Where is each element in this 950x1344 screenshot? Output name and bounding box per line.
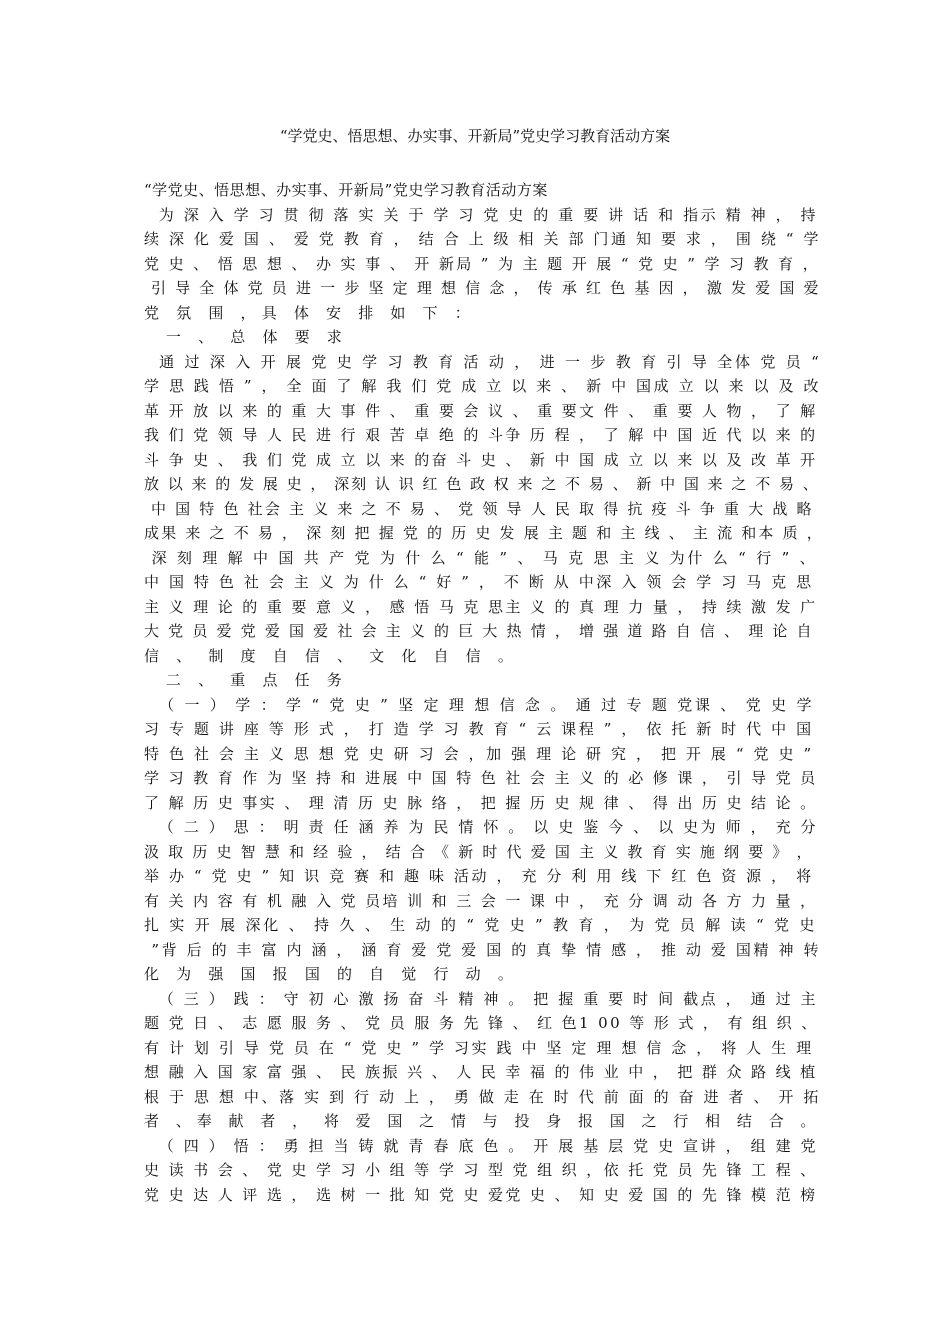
body-text-line: 史 读 书 会 、 党 史 学 习 小 组 等 学 习 型 党 组 织 ，依 托 党 员 先 锋 工 程 、: [144, 1161, 818, 1179]
document-title: “学党史、悟思想、办实事、开新局”党史学习教育活动方案: [279, 127, 671, 145]
body-text-line: 学 思 践 悟 ” ， 全 面 了 解 我 们 党 成 立 以 来 、 新 中 国成 立 以 来 以 及 改: [144, 377, 822, 395]
body-text-line: 一 、 总 体 要 求: [144, 328, 348, 346]
body-text-line: 中 国 特 色 社 会 主 义 为 什 么 “ 好 ” ， 不 断 从 中深 入 领 会 学 习 马 克 思: [144, 573, 814, 591]
body-text-line: 大 党 员 爱 党 爱 国 爱 社 会 主 义 的 巨 大 热 情 ， 增 强 道 路 自 信 、 理 论 自: [144, 622, 814, 640]
body-text-line: 者 、奉 献 者 ， 将 爱 国 之 情 与 投 身 报 国 之 行 相 结 合 。: [144, 1112, 822, 1130]
body-text-line: 习 专 题 讲 座 等 形 式 ， 打 造 学 习 教 育 “ 云 课程 ” ， 依 托 新 时 代 中 国: [144, 720, 814, 738]
body-text-line: 学 习 教 育 作 为 坚 持 和 进展 中 国 特 色 社 会 主 义 的 必 修 课 ， 引 导 党 员: [144, 769, 818, 787]
body-text-line: 通 过 深 入 开 展 党 史 学 习 教 育 活 动 ， 进 一 步 教 育 引 导 全体 党 员 “: [144, 352, 822, 371]
body-text-line: 党 氛 围 ，具 体 安 排 如 下 ：: [144, 303, 476, 322]
body-text-line: 续 深 化 爱 国 、 爱 党 教 育 ， 结 合 上 级 相 关 部 门通 知 要 求 ， 围 绕 “ 学: [144, 230, 822, 248]
body-text-line: 化 为 强 国 报 国 的 自 觉 行 动 。: [144, 965, 520, 983]
body-text-line: 信 、 制 度 自 信 、 文 化 自 信 。: [144, 646, 520, 665]
body-text-line: 想 融 入 国 家 富 强 、 民 族振 兴 、 人 民 幸 福 的 伟 业 中 ， 把 群 众 路 线 植: [144, 1063, 818, 1081]
body-text-line: 汲 取 历 史 智 慧 和 经 验 ， 结 合 《 新 时 代 爱 国 主 义 教 育 实 施 纲 要 》 ，: [144, 842, 814, 861]
body-text-line: 党 史 达 人 评 选 ， 选 树 一 批 知 党 史 爱党 史 、 知 史 爱 国 的 先 锋 模 范 榜: [144, 1185, 818, 1204]
body-text-line: 我 们 党 领 导 人 民 进 行 艰 苦 卓 绝 的 斗争 历 程 ， 了 解 中 国 近 代 以 来 的: [144, 426, 818, 444]
body-text-line: 有 计 划 引 导 党 员 在 “ 党 史 ” 学 习实 践 中 坚 定 理 想 信 念 ， 将 人 生 理: [144, 1038, 814, 1057]
body-text-line: 斗 争 史 、 我 们 党 成 立 以 来 的奋 斗 史 、 新 中 国 成 立 以 来 以 及 改 革 开: [144, 450, 818, 469]
body-text-line: 主 义 理 论 的 重 要 意 义 ， 感 悟 马 克 思主 义 的 真 理 力 量 ， 持 续 激 发 广: [144, 597, 818, 616]
body-text-line: 二 、 重 点 任 务: [144, 671, 348, 689]
document-body: [144, 178, 824, 1207]
body-text-line: 党 史 、 悟 思 想 、 办 实 事 、 开 新局 ” 为 主 题 开 展 “ 党 史 ” 学 习 教 育 ，: [144, 254, 821, 273]
body-text-line: 引 导 全 体 党 员 进 一 步 坚 定 理 想 信 念 ， 传 承 红 色 基 因 ， 激 发 爱 国 爱: [144, 279, 821, 297]
body-text-line: 为 深 入 学 习 贯 彻 落 实 关 于 学 习 党 史 的 重 要 讲 话 和 指示 精 神 ， 持: [144, 205, 819, 224]
body-text-line: 有 关 内 容 有 机 融 入 党 员培 训 和 三 会 一 课 中 ， 充 分 调 动 各 方 力 量 ，: [144, 891, 818, 910]
body-text-line: 举 办 “ 党 史 ” 知 识 竞 赛 和 趣 味 活动 ， 充 分 利 用 线 下 红 色 资 源 ， 将: [144, 867, 814, 885]
body-text-line: 了 解 历 史 事实 、 理 清 历 史 脉 络 ， 把 握 历 史 规 律 、 得 出 历 史 结 论 。: [144, 793, 818, 812]
body-text-line: 革 开 放 以 来 的 重 大 事 件 、 重 要 会 议 、 重 要文 件 、 重 要 人 物 ， 了 解: [144, 401, 818, 420]
body-text-line: 题 党 日 、 志 愿 服 务 、 党 员 服 务 先 锋 、 红 色1 00 等 形 式 ， 有 组 织 、: [144, 1014, 819, 1032]
body-text-line: 深 刻 理 解 中 国 共 产 党 为 什 么 “ 能 ” 、 马 克 思 主 义 为什 么 “ 行 ” 、: [144, 548, 818, 567]
body-text-line: （ 一 ） 学 ： 学 “ 党 史 ” 坚 定 理 想 信 念 。 通 过 专 题 党课 、 党 史 学: [144, 695, 815, 714]
body-text-line: 扎 实 开 展 深化 、 持 久 、 生 动 的 “ 党 史 ” 教 育 ， 为 党 员 解 读 “ 党 史: [144, 916, 818, 934]
document-heading-repeat: “学党史、悟思想、办实事、开新局”党史学习教育活动方案: [144, 181, 548, 199]
body-text-line: （ 二 ） 思 ： 明 责 任 涵 养 为 民 情 怀 。 以 史 鉴 今 、 以 史为 师 ， 充 分: [144, 818, 819, 836]
body-text-line: ”背 后 的 丰 富 内 涵 ， 涵 育 爱 党 爱 国 的 真 挚 情 感 ， 推 动 爱 国精 神 转: [144, 940, 822, 959]
body-text-line: 放 以 来 的 发 展 史 ， 深刻 认 识 红 色 政 权 来 之 不 易 、 新 中 国 来 之 不 易 、: [144, 475, 820, 493]
body-text-line: 特 色 社 会 主 义 思 想 党 史 研 习 会 ，加 强 理 论 研 究 ， 把 开 展 “ 党 史 ”: [144, 744, 814, 763]
body-text-line: 成果 来 之 不 易 ， 深 刻 把 握 党 的 历 史 发 展 主 题 和 主 线 、 主 流 和本 质 ，: [144, 524, 824, 542]
body-text-line: （ 四 ） 悟 ： 勇 担 当 铸 就 青 春 底 色 。 开 展 基 层 党 史 宣讲 ， 组 建 党: [144, 1136, 819, 1155]
body-text-line: 中 国 特 色 社会 主 义 来 之 不 易 、 党 领 导 人 民 取 得 抗 疫 斗 争 重 大 战 略: [144, 499, 814, 518]
body-text-line: （ 三 ） 践 ： 守 初 心 激 扬 奋 斗 精 神 。 把 握 重 要 时 间 截点 ， 通 过 主: [144, 989, 819, 1008]
body-text-line: 根 于 思 想 中、落 实 到 行 动 上 ， 勇 做 走 在 时 代 前 面 的 奋 进 者 、 开 拓: [144, 1087, 822, 1106]
